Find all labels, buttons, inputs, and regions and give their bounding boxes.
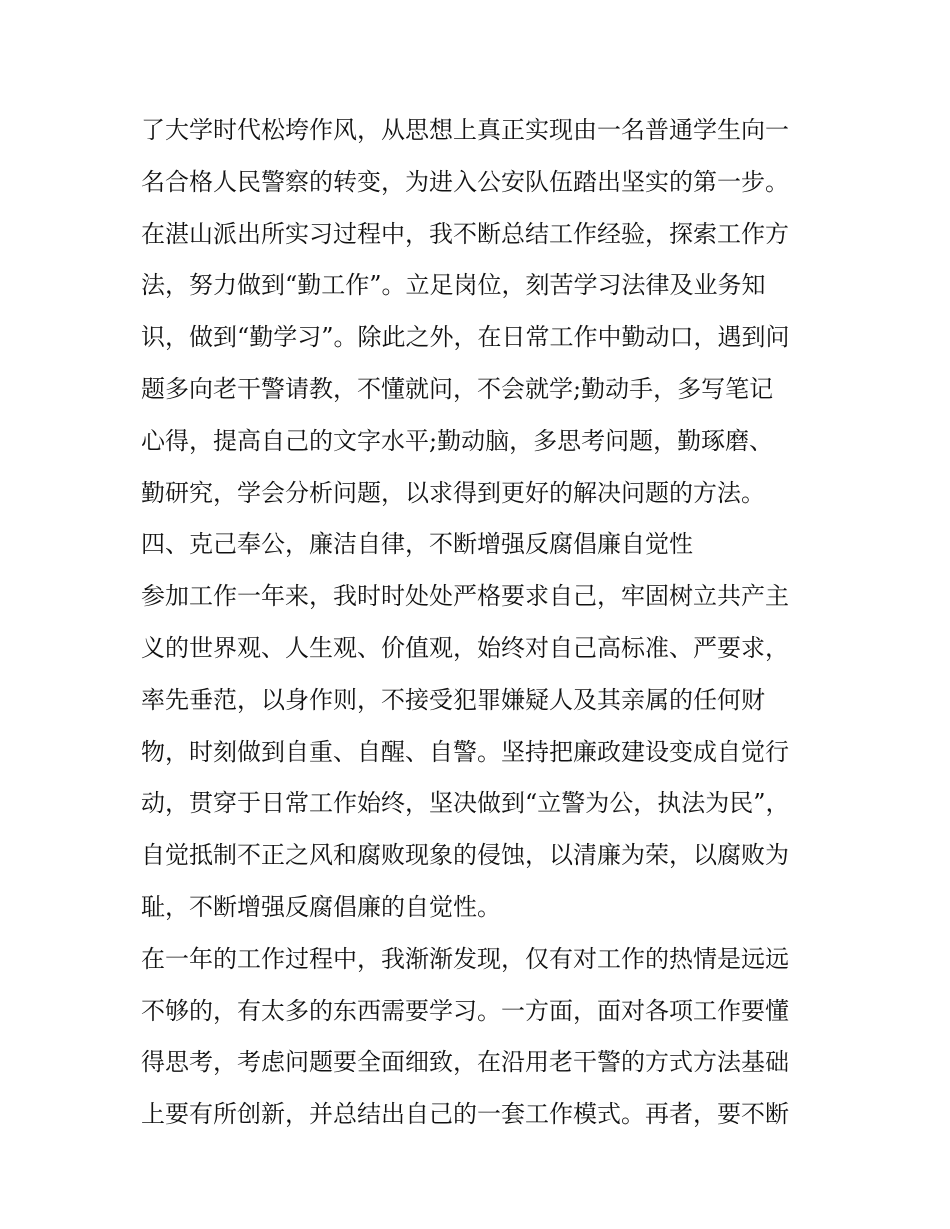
text-line: 得思考，考虑问题要全面细致，在沿用老干警的方式方法基础 — [141, 1048, 789, 1077]
text-line: 在一年的工作过程中，我渐渐发现，仅有对工作的热情是远远 — [141, 944, 789, 973]
text-line: 动，贯穿于日常工作始终，坚决做到“立警为公，执法为民”， — [141, 789, 790, 818]
text-line: 法，努力做到“勤工作”。立足岗位，刻苦学习法律及业务知 — [141, 271, 766, 300]
body-text — [141, 105, 821, 1141]
text-line: 参加工作一年来，我时时处处严格要求自己，牢固树立共产主 — [141, 582, 789, 611]
text-line: 义的世界观、人生观、价值观，始终对自己高标准、严要求， — [141, 633, 789, 662]
text-line: 不够的，有太多的东西需要学习。一方面，面对各项工作要懂 — [141, 996, 789, 1025]
text-line: 物，时刻做到自重、自醒、自警。坚持把廉政建设变成自觉行 — [141, 737, 789, 766]
text-line: 识，做到“勤学习”。除此之外，在日常工作中勤动口，遇到问 — [141, 323, 790, 352]
section-heading: 四、克己奉公，廉洁自律，不断增强反腐倡廉自觉性 — [141, 530, 693, 559]
text-line: 心得，提高自己的文字水平;勤动脑，多思考问题，勤琢磨、 — [141, 426, 774, 455]
text-line: 自觉抵制不正之风和腐败现象的侵蚀，以清廉为荣，以腐败为 — [141, 841, 789, 870]
text-line: 了大学时代松垮作风，从思想上真正实现由一名普通学生向一 — [141, 116, 789, 144]
text-line: 耻，不断增强反腐倡廉的自觉性。 — [141, 892, 501, 921]
text-line: 勤研究，学会分析问题，以求得到更好的解决问题的方法。 — [141, 478, 765, 507]
text-line: 率先垂范，以身作则，不接受犯罪嫌疑人及其亲属的任何财 — [141, 685, 765, 714]
text-line: 在湛山派出所实习过程中，我不断总结工作经验，探索工作方 — [141, 219, 789, 248]
text-line: 上要有所创新，并总结出自己的一套工作模式。再者，要不断 — [141, 1100, 789, 1129]
text-line: 名合格人民警察的转变，为进入公安队伍踏出坚实的第一步。 — [141, 167, 789, 196]
text-line: 题多向老干警请教，不懂就问，不会就学;勤动手，多写笔记 — [141, 374, 774, 403]
